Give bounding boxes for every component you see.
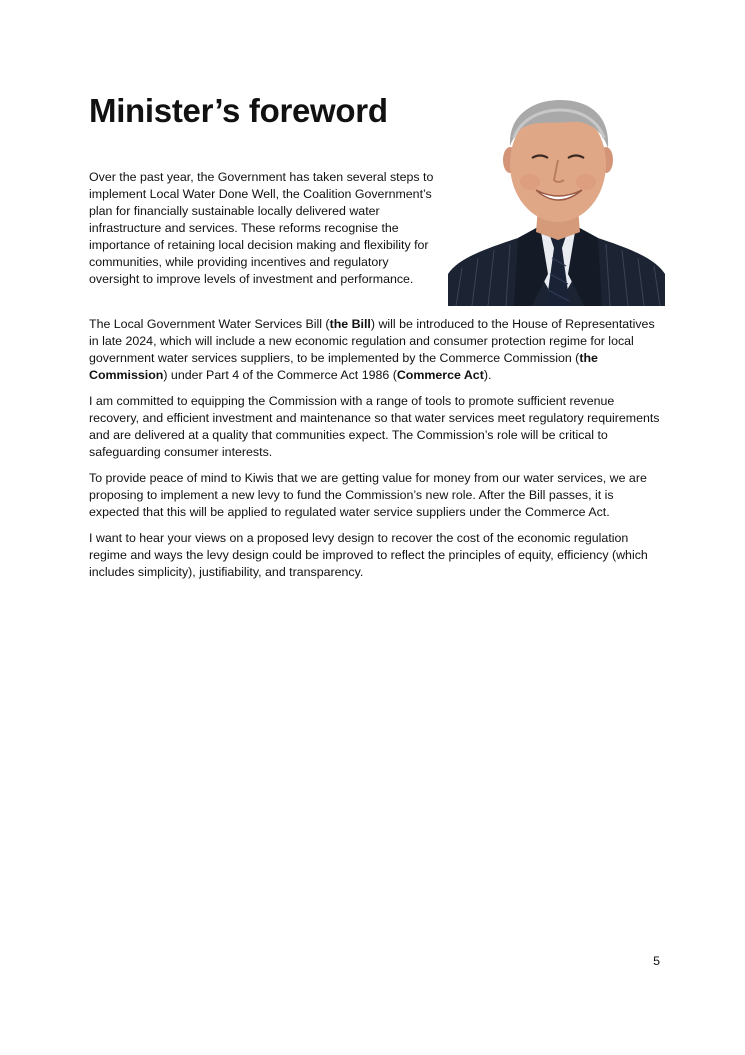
- body-text: [89, 316, 661, 590]
- page-title: Minister’s foreword: [89, 92, 388, 129]
- commission-term: the Commission: [89, 351, 598, 382]
- commerce-act-term: Commerce Act: [396, 368, 484, 382]
- page-number: 5: [653, 954, 660, 968]
- levy-paragraph: To provide peace of mind to Kiwis that we are getting value for money from our water services, we are proposing to implement a new levy to fund the Commission’s new role. After the Bill passes, it is expected that this will be applied to regulated water service suppliers under the Commerce Act.: [89, 471, 647, 519]
- bill-paragraph-text-4: ).: [483, 368, 492, 382]
- intro-paragraph: Over the past year, the Government has taken several steps to implement Local Water Done Well, the Coalition Government’s plan for financially sustainable locally delivered water infrastructure and services. These reforms recognise the importance of retaining local decision making and flexibility for communities, while providing incentives and regulatory oversight to improve levels of investment and performance.: [89, 170, 434, 286]
- bill-paragraph: [89, 316, 661, 384]
- bill-paragraph-text-3: ) under Part 4 of the Commerce Act 1986 (: [163, 368, 397, 382]
- bill-paragraph-text-2: ) will be introduced to the House of Representatives in late 2024, which will include a new economic regulation and consumer protection regime for local government water services suppliers, to be implemented by the Commerce Commission (: [89, 317, 655, 365]
- minister-portrait-image: [448, 98, 665, 306]
- bill-paragraph-text-1: The Local Government Water Services Bill (: [89, 317, 330, 331]
- views-paragraph: I want to hear your views on a proposed levy design to recover the cost of the economic regulation regime and ways the levy design could be improved to reflect the principles of equity, efficiency (which includes simplicity), justifiability, and transparency.: [89, 531, 648, 579]
- bill-term: the Bill: [329, 317, 371, 331]
- commitment-paragraph: I am committed to equipping the Commission with a range of tools to promote sufficient revenue recovery, and efficient investment and maintenance so that water services meet regulatory requirements and are delivered at a quality that communities expect. The Commission’s role will be critical to safeguarding consumer interests.: [89, 394, 660, 459]
